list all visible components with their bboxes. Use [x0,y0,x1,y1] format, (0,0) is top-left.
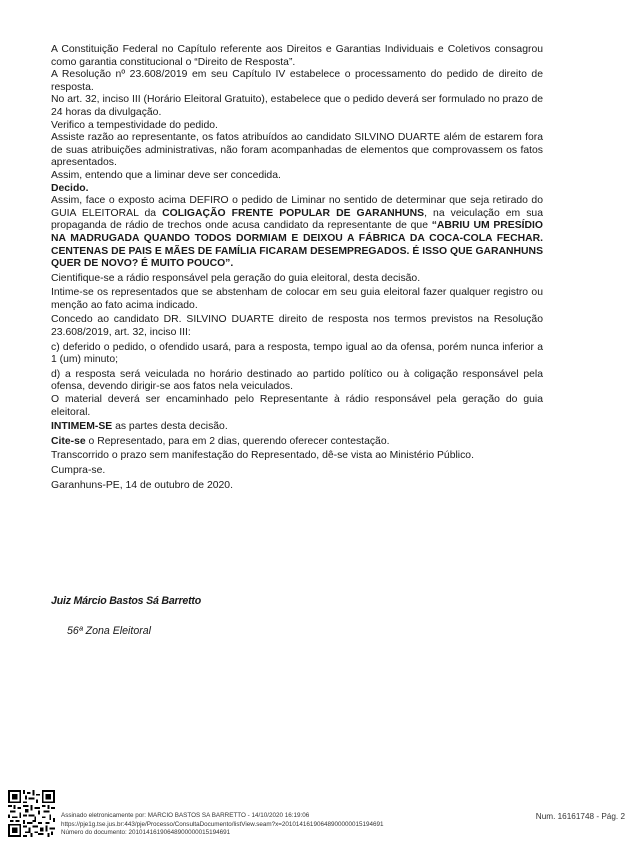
qr-code-icon [8,790,55,837]
electoral-zone: 56ª Zona Eleitoral [67,625,152,637]
paragraph-cumpra: Cumpra-se. [51,465,106,476]
intimem-text: as partes desta decisão. [112,421,228,433]
cite-label: Cite-se [51,435,86,447]
heading-decido: Decido. [51,182,89,194]
judge-signature-name: Juiz Márcio Bastos Sá Barretto [51,595,202,607]
paragraph-cientifique: Cientifique-se a rádio responsável pela geração do guia eleitoral, desta decisão. [51,272,421,284]
footer-signed-by: Assinado eletronicamente por: MARCIO BASTOS SA BARRETTO - 14/10/2020 16:19:06 [61,812,310,819]
paragraph-cite [51,436,543,449]
defiro-text-2: , na veiculação em sua propaganda de rádio de trechos onde acusa candidato da representante de que [51,207,543,232]
footer-document-number: Número do documento: 20101416190648900000015194691 [61,829,231,837]
paragraph-material: O material deverá ser encaminhado pelo Representante à rádio responsável pela geração do guia eleitoral. [51,394,543,418]
defiro-text: Assim, face o exposto acima DEFIRO o pedido de Liminar no sentido de determinar que seja retirado do GUIA ELEITORAL da [51,195,543,219]
footer-url: https://pje1g.tse.jus.br:443/pje/Processo/ConsultaDocumento/listView.seam?x=20101416190648900000015194691 [61,820,384,828]
paragraph-item-d: d) a resposta será veiculada no horário destinado ao partido político ou à coligação responsável pela ofensa, devendo dirigir-se aos fatos nela veiculados. [51,368,543,393]
paragraph-concedo: Concedo ao candidato DR. SILVINO DUARTE direito de resposta nos termos previstos na Resolução 23.608/2019, art. 32, inciso III: [51,314,543,339]
paragraph-intimem [51,421,543,434]
signature-footer [61,812,383,838]
document-body [51,44,543,492]
paragraph-defiro [51,195,543,271]
cite-text: o Representado, para em 2 dias, querendo oferecer contestação. [85,435,390,447]
paragraph-assiste-razao: Assiste razão ao representante, os fatos atribuídos ao candidato SILVINO DUARTE além de estarem fora de suas atribuições administrativas, não foram acompanhadas de elementos que comprovassem os fatos apresentados. [51,132,543,169]
paragraph-resolution: A Resolução nº 23.608/2019 em seu Capítulo IV estabelece o processamento do pedido de direito de resposta. [51,69,543,93]
page-number: Num. 16161748 - Pág. 2 [535,812,625,821]
quoted-excerpt: “ABRIU UM PRESÍDIO NA MADRUGADA QUANDO TODOS DORMIAM E DEIXOU A FÁBRICA DA COCA-COLA FECHAR. CENTENAS DE PAIS E MÃES DE FAMÍLIA FICARAM DESEMPREGADOS. É ISSO QUE GARANHUNS QUER DE NOVO? É MUITO POUCO”. [51,220,544,270]
paragraph-transcorrido: Transcorrido o prazo sem manifestação do Representado, dê-se vista ao Ministério Público. [51,450,474,462]
paragraph-item-c: c) deferido o pedido, o ofendido usará, para a resposta, tempo igual ao da ofensa, porém nunca inferior a 1 (um) minuto; [51,341,543,366]
paragraph-tempestividade: Verifico a tempestividade do pedido. [51,119,218,131]
paragraph-constitution: A Constituição Federal no Capítulo referente aos Direitos e Garantias Individuais e Coletivos consagrou como garantia constitucional o “Direito de Resposta”. [51,44,543,68]
paragraph-liminar: Assim, entendo que a liminar deve ser concedida. [51,169,281,181]
paragraph-art-32: No art. 32, inciso III (Horário Eleitoral Gratuito), estabelece que o pedido deverá ser formulado no prazo de 24 horas da divulgação. [51,94,543,118]
paragraph-intime: Intime-se os representados que se abstenham de colocar em seu guia eleitoral fazer qualquer registro ou menção ao fato acima indicado. [51,287,543,311]
coligacao-name: COLIGAÇÃO FRENTE POPULAR DE GARANHUNS [162,207,425,219]
paragraph-date: Garanhuns-PE, 14 de outubro de 2020. [51,479,233,491]
intimem-label: INTIMEM-SE [51,421,113,433]
